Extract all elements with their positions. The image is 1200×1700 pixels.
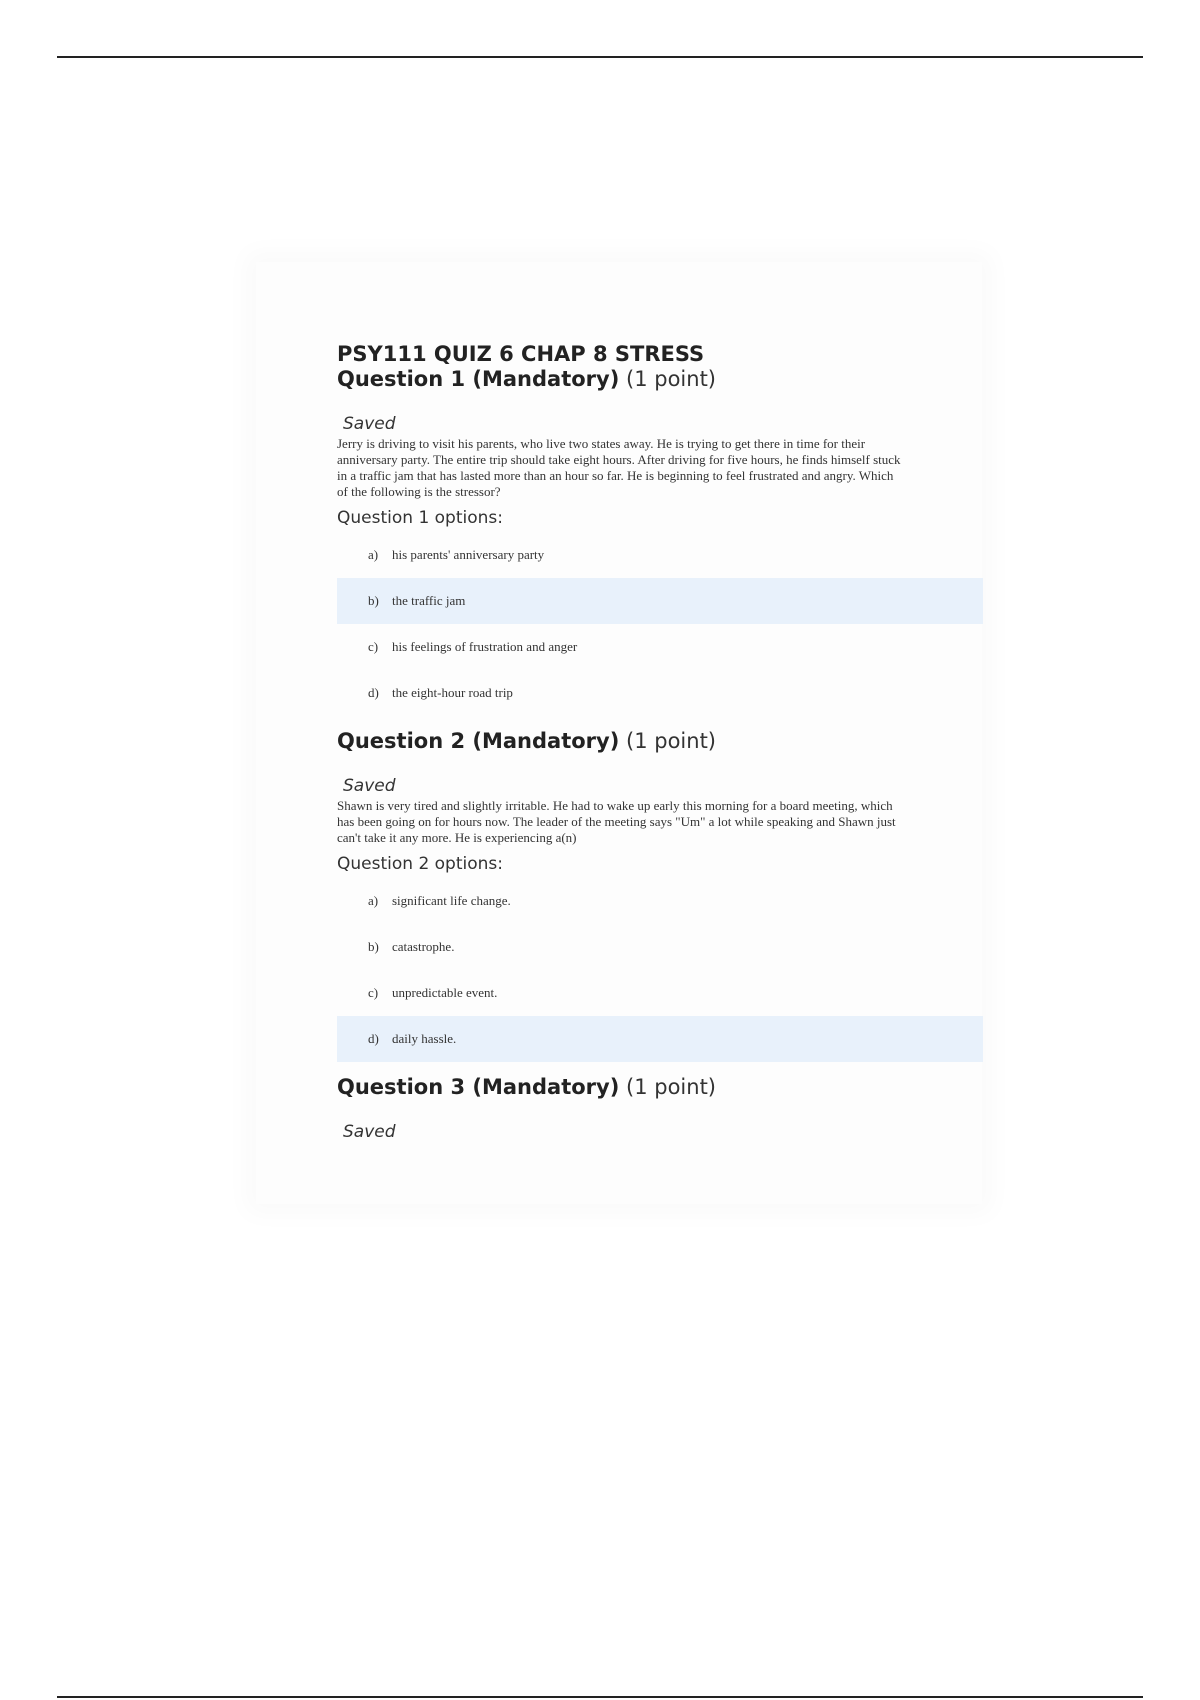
question-2-option-b[interactable] [337,924,983,970]
quiz-title: PSY111 QUIZ 6 CHAP 8 STRESS [337,342,705,366]
page-bottom-rule [57,1696,1143,1698]
option-text: his feelings of frustration and anger [392,639,578,654]
page-top-rule [57,56,1143,58]
question-2-option-c[interactable] [337,970,983,1016]
question-1-option-d[interactable] [337,670,983,716]
question-1-saved-status: Saved [343,414,396,434]
option-text: his parents' anniversary party [392,547,545,562]
question-1-options [337,532,983,716]
option-letter: b) [368,939,379,954]
option-letter: d) [368,1031,379,1046]
question-2-option-a[interactable] [337,878,983,924]
option-text: the eight-hour road trip [392,685,513,700]
question-3-saved-status: Saved [343,1122,396,1142]
quiz-content [337,342,983,1142]
option-text: daily hassle. [392,1031,457,1046]
question-3-points: (1 point) [626,1075,716,1099]
question-1-points: (1 point) [626,367,716,391]
option-letter: c) [368,985,379,1000]
question-1-options-label: Question 1 options: [337,508,503,528]
question-2-options [337,878,983,1062]
question-2-title: Question 2 (Mandatory) [337,729,620,753]
question-2-saved-status: Saved [343,776,396,796]
option-letter: c) [368,639,379,654]
question-2-points: (1 point) [626,729,716,753]
question-1-option-a[interactable] [337,532,983,578]
question-2-option-d-selected[interactable] [337,1016,983,1062]
option-text: significant life change. [392,893,511,908]
question-1-stem: Jerry is driving to visit his parents, who live two states away. He is trying to get there in time for their anniversary party. The entire trip should take eight hours. After driving for five hours, he finds himself stuck in a traffic jam that has lasted more than an hour so far. He is beginning to feel frustrated and angry. Which of the following is the stressor? [337,436,901,499]
option-text: unpredictable event. [392,985,498,1000]
option-letter: a) [368,893,379,908]
quiz-screenshot [256,262,982,1204]
question-3-title: Question 3 (Mandatory) [337,1075,620,1099]
question-1-title: Question 1 (Mandatory) [337,367,620,391]
question-3-heading [337,1074,983,1100]
question-2-heading [337,728,983,754]
option-letter: d) [368,685,379,700]
option-text: catastrophe. [392,939,455,954]
question-2-options-label: Question 2 options: [337,854,503,874]
option-letter: b) [368,593,379,608]
option-letter: a) [368,547,379,562]
question-2-stem: Shawn is very tired and slightly irritable. He had to wake up early this morning for a board meeting, which has been going on for hours now. The leader of the meeting says "Um" a lot while speaking and Shawn just can't take it any more. He is experiencing a(n) [337,798,896,845]
question-1-option-c[interactable] [337,624,983,670]
question-1-option-b-selected[interactable] [337,578,983,624]
option-text: the traffic jam [392,593,466,608]
question-1-heading [337,366,983,392]
